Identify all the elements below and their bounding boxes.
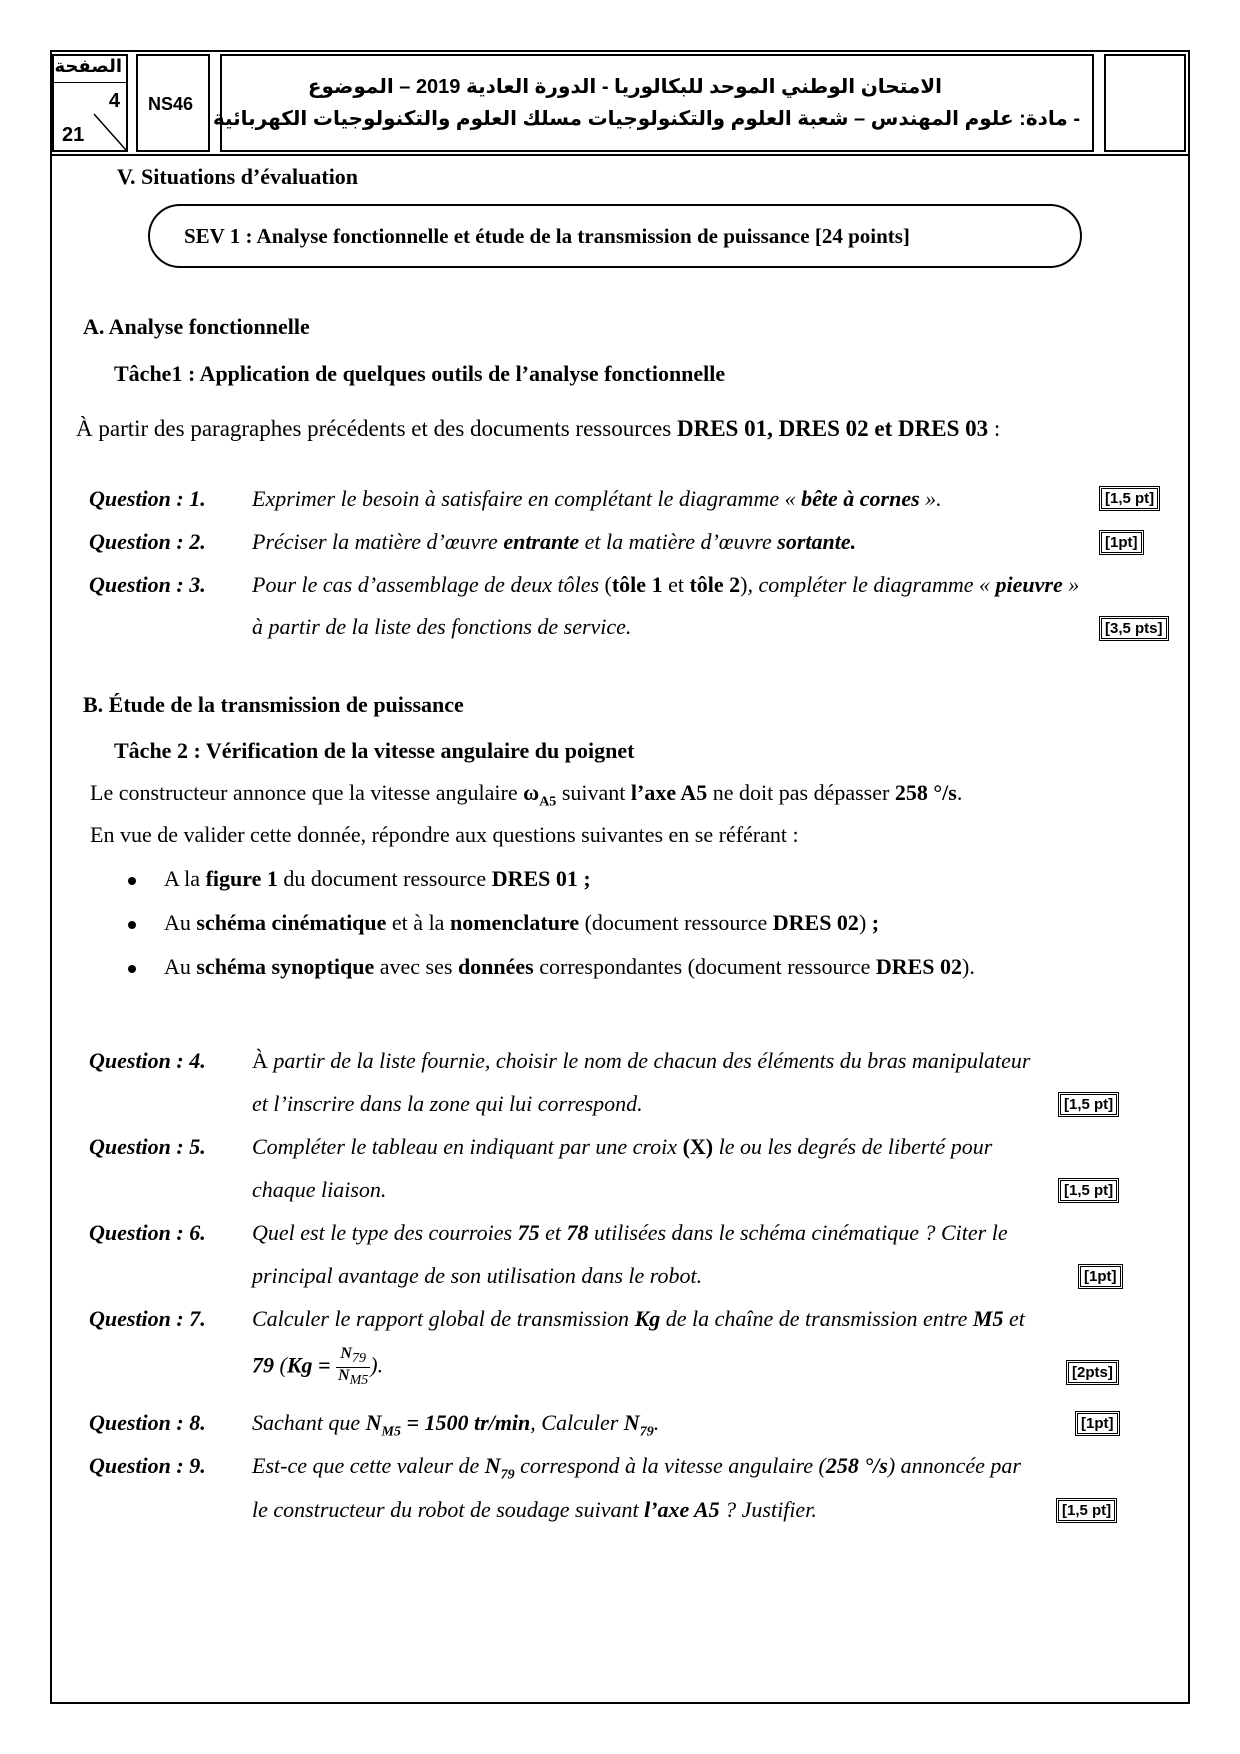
- b1-bold2: DRES 01 ;: [491, 866, 591, 891]
- section-title: V. Situations d’évaluation: [117, 164, 359, 189]
- q6-label: Question : 6.: [89, 1220, 206, 1245]
- q7-fraction: [336, 1346, 370, 1389]
- exam-code-box: [136, 54, 210, 152]
- q3-text-mid: , compléter le diagramme «: [747, 572, 996, 597]
- b3-post: ).: [962, 954, 975, 979]
- q6-points: [1pt]: [1080, 1266, 1121, 1287]
- q6-post: utilisées dans le schéma cinématique ? Citer le: [588, 1220, 1008, 1245]
- q7-label: Question : 7.: [89, 1306, 206, 1331]
- q9-axis: l’axe A5: [644, 1497, 720, 1522]
- p1-omega-sub: A5: [539, 794, 557, 810]
- q7-end: ).: [370, 1352, 384, 1378]
- q8-end: .: [653, 1410, 660, 1435]
- bullet-item-1: [164, 866, 591, 892]
- q3-paren-open: (: [604, 572, 612, 597]
- q5-label: Question : 5.: [89, 1134, 206, 1159]
- exam-title-line2: - مادة: علوم المهندس – شعبة العلوم والتكنولوجيات مسلك العلوم والتكنولوجيات الكهربائية: [212, 108, 1080, 130]
- q2-text-bold1: entrante: [503, 529, 580, 554]
- q8-points: [1pt]: [1077, 1413, 1118, 1434]
- q1-text-post: ».: [919, 486, 942, 511]
- page-number: 4: [108, 90, 120, 112]
- q3-label: Question : 3.: [89, 572, 206, 597]
- q5-x: (X): [682, 1134, 714, 1159]
- q9-points: [1,5 pt]: [1058, 1500, 1115, 1521]
- sev-title: SEV 1 : Analyse fonctionnelle et étude de la transmission de puissance [24 points]: [184, 224, 910, 248]
- q6-et: et: [539, 1220, 567, 1245]
- q9-post: ) annoncée par: [887, 1453, 1021, 1478]
- p1-val: 258 °/s: [894, 780, 957, 805]
- exam-title-line1: الامتحان الوطني الموحد للبكالوريا - الدورة العادية 2019 – الموضوع: [307, 76, 942, 98]
- bullet-item-3: [164, 954, 975, 980]
- b2-mid: et à la: [386, 910, 450, 935]
- b3-pre: Au: [164, 954, 197, 979]
- q9-n: N: [484, 1453, 501, 1478]
- q6-b2: 78: [566, 1220, 589, 1245]
- q3-pieuvre: pieuvre: [995, 572, 1063, 597]
- p1-axis: l’axe A5: [630, 780, 708, 805]
- part-b-paragraph1: [90, 780, 962, 810]
- b2-bold2: nomenclature: [449, 910, 580, 935]
- page-label: الصفحة: [54, 56, 122, 76]
- q7-post: et: [1003, 1306, 1025, 1331]
- bullet-dot: [128, 921, 136, 929]
- q3-et: et: [662, 572, 690, 597]
- p1-pre: Le constructeur annonce que la vitesse angulaire: [90, 780, 524, 805]
- q3-tole1: tôle 1: [611, 572, 663, 597]
- q8-label: Question : 8.: [89, 1410, 206, 1435]
- q4-points: [1,5 pt]: [1060, 1094, 1117, 1115]
- q1-text-bold: bête à cornes: [801, 486, 920, 511]
- q4-line1: partir de la liste fournie, choisir le nom de chacun des éléments du bras manipulateur: [267, 1048, 1031, 1073]
- q3-text-line2: à partir de la liste des fonctions de service.: [252, 614, 632, 639]
- q8-n: N: [365, 1410, 382, 1435]
- b2-bold1: schéma cinématique: [196, 910, 387, 935]
- b3-mid2: correspondantes (document ressource: [533, 954, 876, 979]
- q7-mid: de la chaîne de transmission entre: [660, 1306, 973, 1331]
- q6-text-line2: principal avantage de son utilisation dans le robot.: [252, 1263, 703, 1288]
- q1-text: [252, 486, 942, 512]
- q7-text-line1: [252, 1306, 1025, 1332]
- q3-text-line1: [252, 572, 1079, 598]
- q6-pre: Quel est le type des courroies: [252, 1220, 518, 1245]
- exam-code: NS46: [148, 94, 194, 114]
- q9-label: Question : 9.: [89, 1453, 206, 1478]
- q7-num: N: [340, 1345, 352, 1362]
- q8-mid: , Calculer: [530, 1410, 624, 1435]
- task2-title: Tâche 2 : Vérification de la vitesse angulaire du poignet: [114, 738, 635, 763]
- page-total: 21: [62, 124, 85, 146]
- q9-line2-post: ? Justifier.: [719, 1497, 817, 1522]
- b3-bold1: schéma synoptique: [196, 954, 375, 979]
- part-a-intro: [76, 416, 1000, 442]
- q4-text-line1: [252, 1048, 1030, 1074]
- q3-text-post: »: [1062, 572, 1080, 597]
- q7-points: [2pts]: [1068, 1362, 1117, 1383]
- q8-n2-sub: 79: [639, 1424, 654, 1440]
- q9-line2-pre: le constructeur du robot de soudage suivant: [252, 1497, 645, 1522]
- b3-bold2: données: [457, 954, 534, 979]
- q5-pre: Compléter le tableau en indiquant par une croix: [252, 1134, 683, 1159]
- q6-b1: 75: [517, 1220, 540, 1245]
- q5-points: [1,5 pt]: [1060, 1180, 1117, 1201]
- b1-pre: A la: [164, 866, 206, 891]
- q2-label: Question : 2.: [89, 529, 206, 554]
- q5-text-line2: chaque liaison.: [252, 1177, 387, 1202]
- b3-bold3: DRES 02: [875, 954, 963, 979]
- bullet-item-2: [164, 910, 879, 936]
- b1-mid: du document ressource: [277, 866, 492, 891]
- q9-n-sub: 79: [500, 1467, 515, 1483]
- b2-bold3: DRES 02: [772, 910, 859, 935]
- p1-omega: ω: [523, 780, 540, 805]
- b2-bold4: ;: [871, 910, 880, 935]
- page-label-divider: [54, 82, 126, 83]
- q5-text-line1: [252, 1134, 992, 1160]
- p1-end: .: [956, 780, 963, 805]
- task1-title: Tâche1 : Application de quelques outils de l’analyse fonctionnelle: [114, 361, 726, 386]
- q2-points: [1pt]: [1101, 532, 1142, 553]
- q4-text-line2: et l’inscrire dans la zone qui lui correspond.: [252, 1091, 643, 1116]
- q3-points: [3,5 pts]: [1101, 618, 1167, 639]
- q7-paren: (: [274, 1352, 287, 1378]
- b1-bold1: figure 1: [205, 866, 278, 891]
- b2-post: ): [858, 910, 872, 935]
- header-empty-box: [1104, 54, 1186, 152]
- page-number-box: [52, 54, 128, 152]
- q9-val: 258 °/s: [825, 1453, 888, 1478]
- q5-post: le ou les degrés de liberté pour: [713, 1134, 993, 1159]
- q1-label: Question : 1.: [89, 486, 206, 511]
- q9-pre: Est-ce que cette valeur de: [252, 1453, 485, 1478]
- q8-val: = 1500 tr/min: [401, 1410, 531, 1435]
- q3-text-pre: Pour le cas d’assemblage de deux tôles: [252, 572, 605, 597]
- b2-pre: Au: [164, 910, 197, 935]
- q1-text-pre: Exprimer le besoin à satisfaire en complétant le diagramme «: [252, 486, 802, 511]
- q7-den-sub: M5: [349, 1373, 369, 1389]
- p1-mid2: ne doit pas dépasser: [707, 780, 895, 805]
- intro-text: À partir des paragraphes précédents et des documents ressources: [76, 416, 677, 441]
- q9-text-line2: [252, 1497, 817, 1523]
- q6-text-line1: [252, 1220, 1008, 1246]
- bullet-dot: [128, 965, 136, 973]
- q7-79: 79: [252, 1352, 274, 1378]
- q7-kg: Kg: [634, 1306, 661, 1331]
- q2-text-pre: Préciser la matière d’œuvre: [252, 529, 504, 554]
- q4-a: À: [252, 1048, 268, 1073]
- b2-mid2: (document ressource: [579, 910, 773, 935]
- intro-end: :: [988, 416, 1001, 441]
- q7-m5: M5: [972, 1306, 1004, 1331]
- part-a-title: A. Analyse fonctionnelle: [83, 314, 310, 339]
- q7-num-sub: 79: [351, 1351, 366, 1367]
- b3-mid: avec ses: [374, 954, 458, 979]
- p1-mid: suivant: [556, 780, 631, 805]
- intro-docs: DRES 01, DRES 02 et DRES 03: [676, 416, 989, 441]
- q7-text-line2: [252, 1346, 383, 1389]
- q2-text: [252, 529, 856, 555]
- q1-points: [1,5 pt]: [1101, 488, 1158, 509]
- q7-den: N: [338, 1367, 350, 1385]
- q9-mid: correspond à la vitesse angulaire (: [514, 1453, 826, 1478]
- q8-n2: N: [623, 1410, 640, 1435]
- q9-text-line1: [252, 1453, 1021, 1483]
- exam-title-box: [212, 54, 1094, 152]
- q3-tole2: tôle 2: [689, 572, 741, 597]
- q4-label: Question : 4.: [89, 1048, 206, 1073]
- bullet-dot: [128, 877, 136, 885]
- q3-paren-close: ): [740, 572, 748, 597]
- q8-n-sub: M5: [381, 1424, 401, 1440]
- q7-kg-eq: Kg =: [286, 1352, 331, 1378]
- q7-pre: Calculer le rapport global de transmission: [252, 1306, 635, 1331]
- part-b-paragraph2: En vue de valider cette donnée, répondre aux questions suivantes en se référant :: [90, 822, 799, 847]
- q2-text-mid: et la matière d’œuvre: [579, 529, 778, 554]
- q8-pre: Sachant que: [252, 1410, 366, 1435]
- q8-text: [252, 1410, 659, 1440]
- part-b-title: B. Étude de la transmission de puissance: [83, 692, 464, 717]
- q2-text-bold2: sortante.: [777, 529, 857, 554]
